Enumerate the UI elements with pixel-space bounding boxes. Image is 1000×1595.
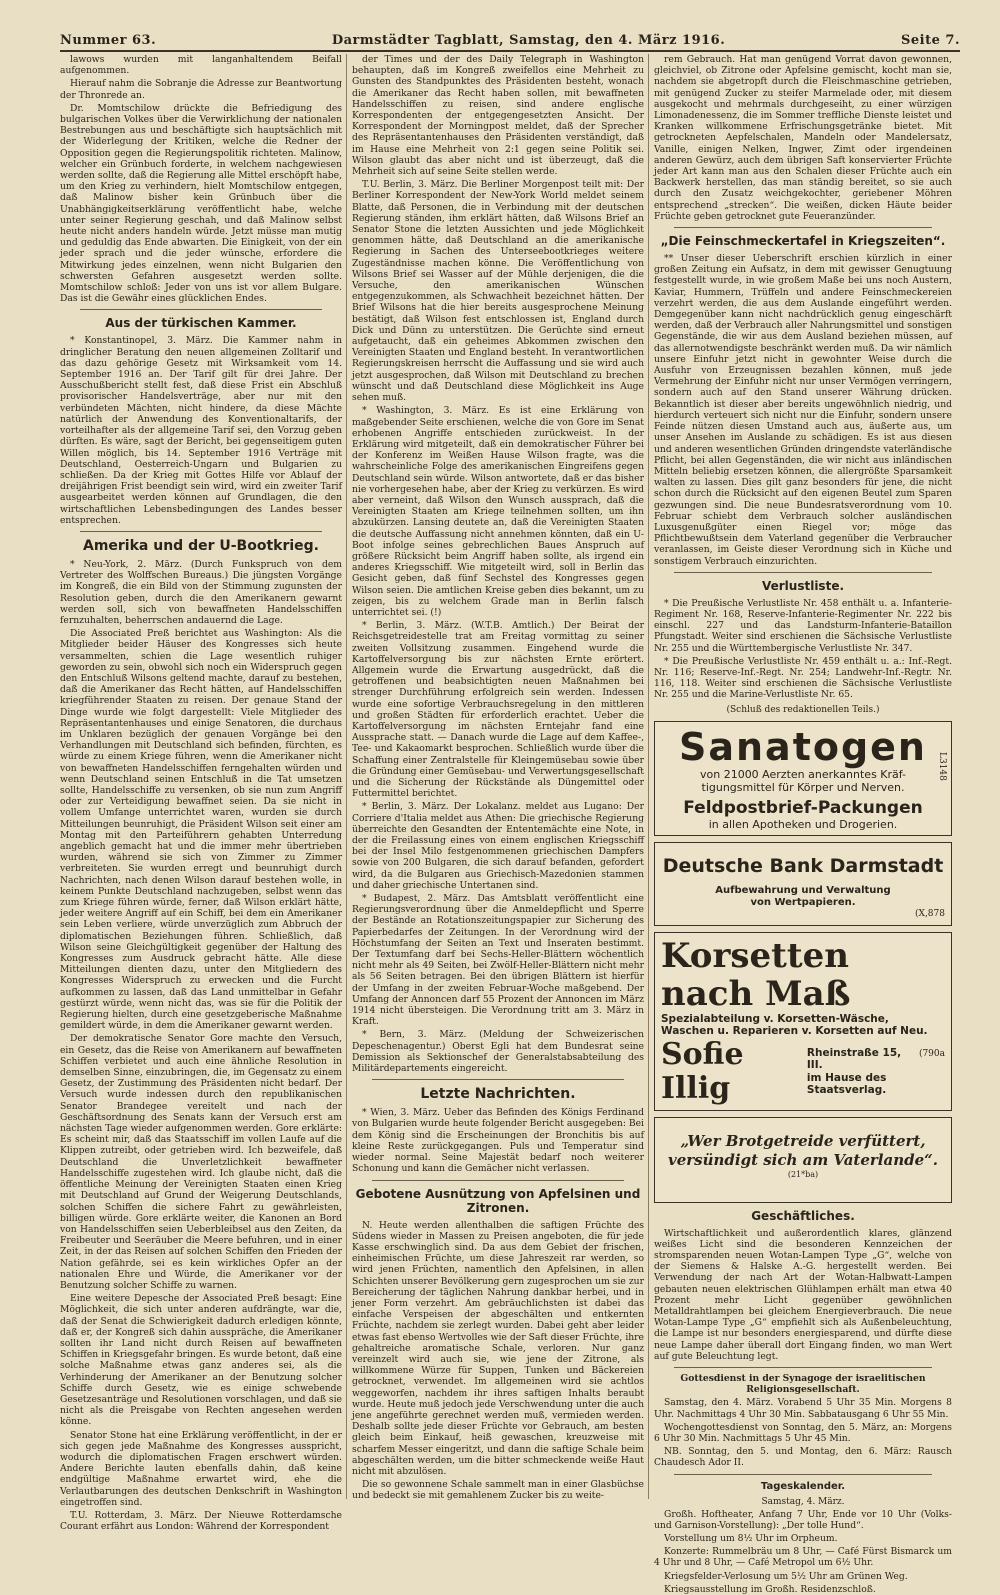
ad-text: Waschen u. Reparieren v. Korsetten auf Neu.	[661, 1025, 928, 1038]
schedule-text: Samstag, den 4. März. Vorabend 5 Uhr 35 Min. Morgens 8 Uhr. Nachmittags 4 Uhr 30 Min. Sabbatausgang 6 Uhr 55 Min.	[654, 1397, 952, 1420]
advertisement-korsett	[654, 932, 952, 1111]
article-heading: Aus der türkischen Kammer.	[105, 316, 297, 331]
column-divider	[648, 54, 649, 1499]
column-3	[654, 54, 952, 1595]
schedule-text: NB. Sonntag, den 5. und Montag, den 6. März: Rausch Chaudesch Ador II.	[654, 1446, 952, 1469]
article-paragraph: * Neu-York, 2. März. (Durch Funkspruch von dem Vertreter des Wolffschen Bureaus.) Die jüngsten Vorgänge im Kongreß, die ein Bild von der Stimmung zugunsten der Resolution geben, durch die den Amerikanern gewarnt werden soll, sich von bewaffneten Handelsschiffen fernzuhalten, beherrschen andauernd die Lage.	[60, 558, 342, 626]
ad-text: von Wertpapieren.	[750, 896, 856, 908]
korsett-title: Korsetten nach Maß	[661, 935, 851, 1014]
article-paragraph: rem Gebrauch. Hat man genügend Vorrat davon gewonnen, gleichviel, ob Zitrone oder Apfelsine gemischt, kocht man sie, nachdem sie abgetropft durch die Fleischmaschine getrieben, mit genügend Zucker zu steifer Marmelade oder, mit diesem ausgekocht und mehrmals durchgeseiht, zu einer würzigen Limonadenessenz, die im Sommer treffliche Dienste leistet und Kranken willkommene Erfrischungsgetränke bietet. Mit getrockneten Aepfelschalen, Mandeln oder Mandelersatz, Vanille, einigen Nelken, Ingwer, Zimt oder irgendeinen anderen Gewürz, auch dem übrigen Saft konservierter Früchte jeder Art kann man aus den Schalen dieser Früchte auch ein Backwerk herstellen, das man ständig bereitet, so sie auch durch den Zusatz weichgekochter, geriebener Möhren entsprechend „strecken“. Die weißen, dicken Häute beider Früchte geben getrocknet gute Feueranzünder.	[654, 54, 952, 222]
article-paragraph: * Die Preußische Verlustliste Nr. 458 enthält u. a. Infanterie-Regiment Nr. 168, Reserve-Infanterie-Regimenter Nr. 222 bis einschl. 227 und das Landsturm-Infanterie-Bataillon Pfungstadt. Weiter sind erschienen die Sächsische Verlustliste Nr. 255 und die Württembergische Verlustliste Nr. 347.	[654, 597, 952, 654]
article-heading: Verlustliste.	[761, 578, 845, 593]
calendar-date: Samstag, 4. März.	[761, 1496, 845, 1507]
divider	[372, 1079, 624, 1080]
ad-text: Rheinstraße 15, III.	[806, 1046, 902, 1072]
bank-name: Deutsche Bank Darmstadt	[662, 854, 944, 877]
calendar-entry: Kriegsausstellung im Großh. Residenzschloß.	[664, 1583, 876, 1595]
ad-code: (790a	[918, 1048, 945, 1059]
ad-text: Aufbewahrung und Verwaltung	[715, 884, 891, 896]
ad-code: L3148	[937, 751, 947, 781]
article-heading: Letzte Nachrichten.	[420, 1086, 576, 1103]
article-paragraph: Wirtschaftlichkeit und außerordentlich klares, glänzend weißes Licht sind die besonderen Kennzeichen der stromsparenden neuen Wotan-Lampen Type „G“, welche von der Siemens & Halske A.-G. hergestellt werden. Bei Verwendung der nach Art der Wotan-Halbwatt-Lampen gebauten neuen elektrischen Glühlampen erhält man etwa 40 Prozent mehr Licht gegenüber gewöhnlichen Metalldrahtlampen bei gleichem Energieverbrauch. Die neue Wotan-Lampe Type „G“ empfiehlt sich als Außenbeleuchtung, die Lampe ist nur besonders energiesparend, und dürfte diese neue Lampe daher überall dort Eingang finden, wo man Wert auf gute Beleuchtung legt.	[654, 1227, 952, 1362]
article-heading: Amerika und der U-Bootkrieg.	[82, 537, 319, 554]
schedule-text: Wochengottesdienst von Sonntag, den 5. März, an: Morgens 6 Uhr 30 Min. Nachmittags 5 Uhr 45 Min.	[654, 1421, 952, 1445]
newspaper-title: Darmstädter Tagblatt, Samstag, den 4. März 1916.	[331, 32, 726, 48]
article-paragraph: * Konstantinopel, 3. März. Die Kammer nahm in dringlicher Beratung den neuen allgemeinen Zolltarif und das dazu gehörige Gesetz mit Wirksamkeit vom 14. September 1916 an. Der Tarif gilt für drei Jahre. Der Ausschußbericht stellt fest, daß diese Frist ein Abschluß provisorischer Handelsverträge, aber nur mit den verbündeten Mächten, nicht hindere, da diese Mächte natürlich der Anwendung des Konventionaltarifs, der vorteilhafter als der allgemeine Tarif sei, den Vorzug geben dürften. Es wäre, sagt der Bericht, bei gegenseitigem guten Willen möglich, bis 14. September 1916 Verträge mit Deutschland, Oesterreich-Ungarn und Bulgarien zu schließen. Da der Krieg mit Gottes Hilfe vor Ablauf der dreijährigen Frist beendigt sein wird, wird ein zweiter Tarif ausgearbeitet werden können auf Grundlagen, die den wirtschaftlichen Lebensbedingungen des Landes besser entsprechen.	[60, 335, 342, 526]
divider	[80, 531, 322, 532]
article-paragraph: Dr. Momtschilow drückte die Befriedigung des bulgarischen Volkes über die Verwirklichung der nationalen Bestrebungen aus und beschäftigte sich hauptsächlich mit der Widerlegung der Kritiken, welche die Redner der Opposition gegen die Regierungspolitik richteten. Malinow, welcher ein Grünbuch forderte, in welchem nachgewiesen werden sollte, daß die Regierung alle Mittel erschöpft habe, um den Krieg zu verhindern, hielt Momtschilow entgegen, daß Malinow bisher kein Grünbuch über die Unabhängigkeitserklärung veröffentlicht habe, welche unter seiner Regierung geschah, und daß Malinow selbst heute nicht anders handeln würde. Jetzt müsse man mutig und geduldig das Ende abwarten. Die Einigkeit, von der ein jeder sprach und die jeder wünsche, erfordere die Mitwirkung jedes einzelnen, wenn nicht Bulgarien den schwersten Gefahren ausgesetzt werden sollte. Momtschilow schloß: Jeder von uns ist vor allem Bulgare. Das ist die Gewähr eines glücklichen Endes.	[60, 102, 342, 305]
ad-text: tigungsmittel für Körper und Nerven.	[701, 780, 905, 794]
ad-code: (X,878	[915, 908, 945, 919]
calendar-entry: Kriegsfelder-Verlosung um 5½ Uhr am Grünen Weg.	[664, 1570, 908, 1582]
article-paragraph: * Budapest, 2. März. Das Amtsblatt veröffentlicht eine Regierungsverordnung über die Anmeldepflicht und Sperre der Bestände an Rotationszeitungspapier zur Sicherung des Papierbedarfes der Zeitungen. In der Verordnung wird der Höchstumfang der Seiten an Text und Inseraten bestimmt. Der Textumfang darf bei Sechs-Heller-Blättern wöchentlich nicht mehr als 49 Seiten, bei Zwölf-Heller-Blättern nicht mehr als 56 Seiten betragen. Bei den übrigen Blättern ist hierfür der Umfang in der zweiten Februar-Woche maßgebend. Der Umfang der Annoncen darf 55 Prozent der Annoncen im März 1914 nicht übersteigen. Die Verordnung tritt am 3. März in Kraft.	[352, 893, 644, 1028]
divider	[80, 309, 322, 310]
calendar-entry: Großh. Hoftheater, Anfang 7 Uhr, Ende vor 10 Uhr (Volks- und Garnison-Vorstellung): „Der tolle Hund“.	[654, 1508, 952, 1531]
ad-text: Feldpostbrief-Packungen	[683, 797, 923, 818]
article-heading: Geschäftliches.	[751, 1208, 855, 1223]
article-heading: „Die Feinschmeckertafel in Kriegszeiten“.	[660, 234, 946, 249]
article-paragraph: * Berlin, 3. März. (W.T.B. Amtlich.) Der Beirat der Reichsgetreidestelle trat am Freitag vormittag zu seiner zweiten Vollsitzung zusammen. Eingehend wurde die Kartoffelversorgung bis zur nächsten Ernte erörtert. Allgemein wurde die Erwartung ausgedrückt, daß die getroffenen und beabsichtigten neuen Maßnahmen bei strenger Durchführung erfolgreich sein werden. Indessen wurde eine sofortige Verbrauchsregelung in den mittleren und großen Städten für erforderlich erachtet. Ueber die Kartoffelversorgung im nächsten Erntejahr fand eine Aussprache statt. — Danach wurde die Lage auf dem Kaffee-, Tee- und Kakaomarkt besprochen. Schließlich wurde über die Schaffung einer Zentralstelle für Kleingemüsebau sowie über die Gründung einer Gemüsebau- und Verwertungsgesellschaft und die Sicherung der Rückstände als Düngemittel oder Futtermittel berichtet.	[352, 620, 644, 800]
article-paragraph: Hierauf nahm die Sobranje die Adresse zur Beantwortung der Thronrede an.	[60, 78, 342, 101]
shop-owner-name: Sofie Illig	[661, 1036, 744, 1106]
advertisement-brot	[654, 1117, 952, 1203]
article-paragraph: Eine weitere Depesche der Associated Preß besagt: Eine Möglichkeit, die sich unter anderen aufdrängte, war die, daß der Senat die Schwierigkeit dadurch erledigen könnte, daß er, der Kongreß sich dahin ausspräche, die Amerikaner sollten ihr Land nicht durch Reisen auf bewaffneten Schiffen in Kriegsgefahr bringen. Es wurde betont, daß eine solche Maßnahme etwas ganz anderes sei, als die Verhinderung der Amerikaner an der Benutzung solcher Schiffe durch Gesetz, wie es einige schwebende Gesetzesanträge und Resolutionen vorschlagen, und daß sie nicht als die Preisgabe von Rechten angesehen werden könne.	[60, 1293, 342, 1428]
article-paragraph: T.U. Berlin, 3. März. Die Berliner Morgenpost teilt mit: Der Berliner Korrespondent der New-York World meldet seinem Blatte, daß Personen, die in Verbindung mit der deutschen Regierung ständen, ihm erklärt hätten, daß Wilsons Brief an Senator Stone die letzten Aussichten und jede Möglichkeit genommen hätte, daß Deutschland an die amerikanische Regierung in Sachen des Unterseebootkrieges weitere Zugeständnisse machen könne. Die Veröffentlichung von Wilsons Brief sei Wasser auf der Mühle derjenigen, die die Versuche, den amerikanischen Wünschen entgegenzukommen, als Schwachheit bezeichnet hätten. Der Brief Wilsons hat die hier bereits ausgesprochene Meinung bestätigt, daß Wilson fest entschlossen ist, England durch Dick und Dünn zu unterstützen. Die Gerüchte sind erneut aufgetaucht, daß ein geheimes Abkommen zwischen den Vereinigten Staaten und England besteht. In verantwortlichen Regierungskreisen herrscht die Auffassung und sie wird auch jetzt ausgesprochen, daß Wilson mit Deutschland zu brechen wünscht und daß Deutschland diese Möglichkeit ins Auge sehen muß.	[352, 179, 644, 404]
slogan-line: versündigt sich am Vaterlande“.	[667, 1150, 939, 1169]
article-paragraph: ** Unser dieser Ueberschrift erschien kürzlich in einer großen Zeitung ein Aufsatz, in dem mit gewisser Genugtuung festgestellt wurde, in wie großem Maße bei uns noch Austern, Kaviar, Hummern, Trüffeln und andere Feinschmeckereien verzehrt werden, die aus dem Auslande eingeführt werden. Demgegenüber kann nicht nachdrücklich genug eingeschärft werden, daß der Verbrauch aller Nahrungsmittel und sonstigen Gegenstände, die wir aus dem Ausland beziehen müssen, auf das allernotwendigste beschränkt werden muß. Da wir nämlich unsere Einfuhr jetzt nicht in gewohnter Weise durch die Ausfuhr von Erzeugnissen bezahlen können, muß jede Vermehrung der Einfuhr nicht nur unser Vermögen verringern, sondern auch auf den Stand unserer Währung drücken. Bekanntlich ist dieser aber bereits ungewöhnlich niedrig, und hierdurch verteuert sich nicht nur die Einfuhr, sondern unsere Feinde nützen diesen Umstand auch aus, äußerte aus, um unser Ansehen im Auslande zu schädigen. Es ist aus diesen und anderen wesentlichen Gründen dringendste vaterländische Pflicht, bei allen Gegenständen, die wir nicht aus inländischen Mitteln beliebig ersetzen können, die allergrößte Sparsamkeit walten zu lassen. Dies gilt ganz besonders für jene, die nicht schon durch die Rücksicht auf den eigenen Beutel zum Sparen gezwungen sind. Die neue Bundesratsverordnung vom 10. Februar schiebt dem Verbrauch solcher ausländischen Luxusgenußgüter einen Riegel vor; möge das Pflichtbewußtsein dem Vaterland gegenüber die Verbraucher veranlassen, im Geiste dieser Verordnung sich in Küche und sonstigem Verbrauch einzurichten.	[654, 253, 952, 567]
ad-text: im Hause des Staatsverlag.	[806, 1071, 887, 1097]
article-paragraph: Senator Stone hat eine Erklärung veröffentlicht, in der er sich gegen jede Maßnahme des Kongresses ausspricht, wodurch die diplomatischen Fragen erschwert würden. Andere Berichte lauten ebenfalls dahin, daß keine endgültige Maßnahme erwartet wird, ehe die Verlautbarungen des deutschen Denkschrift in Washington eingetroffen sind.	[60, 1429, 342, 1508]
divider	[674, 1367, 932, 1368]
issue-number: Nummer 63.	[60, 32, 157, 48]
article-heading: Gebotene Ausnützung von Apfelsinen und Zitronen.	[355, 1186, 641, 1215]
divider	[674, 572, 932, 573]
synagogue-heading: Gottesdienst in der Synagoge der israelitischen Religionsgesellschaft.	[680, 1373, 926, 1396]
article-paragraph: der Times und der des Daily Telegraph in Washington behaupten, daß im Kongreß zweifellos eine Mehrheit zu Gunsten des Standpunktes des Präsidenten besteht, wonach die Amerikaner das Recht haben sollen, mit bewaffneten Handelsschiffen zu reisen, sind andere englische Korrespondenten der entgegengesetzten Ansicht. Der Korrespondent der Morningpost meldet, daß der Sprecher des Repräsentantenhauses den Präsidenten verständigt, daß im Hause eine Mehrheit von 2:1 gegen seine Politik sei. Wilson glaubt das aber nicht und ist überzeugt, daß die Mehrheit sich auf seine Seite stellen werde.	[352, 54, 644, 178]
ad-code: (21*ba)	[787, 1169, 819, 1179]
article-paragraph: N. Heute werden allenthalben die saftigen Früchte des Südens wieder in Massen zu Preisen angeboten, die für jede Kasse erschwinglich sind. Da aus dem Gebiet der frischen, einheimischen Früchte, um diese Jahreszeit rar werden, so wird jenen Früchten, namentlich den Apfelsinen, in allen Schichten unserer Bevölkerung gern zugesprochen um sie zur Bereicherung der täglichen Nahrung dankbar herbei, und in jener Form verzehrt. Am gebräuchlichsten ist dabei das einfache Verspeisen der abgeschälten und entkernten Früchte, nachdem sie zerlegt wurden. Dabei geht aber leider etwas fast ebenso Wertvolles wie der Saft dieser Früchte, ihre gehaltreiche aromatische Schale, verloren. Nur ganz vereinzelt wird auch sie, wie jene der Zitrone, als willkommene Würze für Suppen, Tunken und Bäckereien getrocknet, verwendet. Im allgemeinen wird sie achtlos weggeworfen, nachdem ihr ihres saftigen Inhalts beraubt wurde. Heute muß jedoch jede Verschwendung unter die auch jene angeführte gerechnet werden muß, vermieden werden. Deshalb sollte jede dieser Früchte vor Gebrauch, am besten gleich beim Einkauf, heiß gewaschen, kreuzweise mit scharfem Messer eingeritzt, und dann die saftige Schale beim abgeschälten werden, um die bitter schmeckende weiße Haut nicht mit abzulösen.	[352, 1219, 644, 1477]
article-paragraph: * Washington, 3. März. Es ist eine Erklärung von maßgebender Seite erschienen, welche die von Gore im Senat erhobenen Angriffe entschieden zurückweist. In der Erklärung wird mitgeteilt, daß ein demokratischer Führer bei der Konferenz im Weißen Hause Wilson fragte, was die wahrscheinliche Folge des amerikanischen Eingreifens gegen Deutschland sein würde. Wilson antwortete, daß er das bisher nie vorhergesehen habe, aber der Krieg zu verkürzen. Es wird aber verneint, daß Wilson den Wunsch aussprach, daß die Vereinigten Staaten am Kriege teilnehmen sollten, um ihn abzukürzen. Lansing deutete an, daß die Vereinigten Staaten die deutsche Auffassung nicht annehmen könnten, daß ein U-Boot infolge seines gebrechlichen Baues Anspruch auf größere Rücksicht beim Angriff haben sollte, als irgend ein anderes Kriegsschiff. Wie mitgeteilt wird, soll in Berlin das Gesicht geben, daß fünf Sechstel des Kongresses gegen Wilson seien. Die amtlichen Kreise geben dies bekannt, um zu zeigen, bis zu welchem Grade man in Berlin falsch unterrichtet sei. (!)	[352, 405, 644, 618]
article-paragraph: * Die Preußische Verlustliste Nr. 459 enthält u. a.: Inf.-Regt. Nr. 116; Reserve-Inf.-Regt. Nr. 254; Landwehr-Inf.-Regtr. Nr. 116, 118. Weiter sind erschienen die Sächsische Verlustliste Nr. 255 und die Marine-Verlustliste Nr. 65.	[654, 655, 952, 701]
article-paragraph: Der demokratische Senator Gore machte den Versuch, ein Gesetz, das die Reise von Amerikanern auf bewaffneten Schiffen verbietet und auch eine ähnliche Resolution in demselben Sinne, einzubringen, die, im Gegensatz zu einem Gesetz, der Zustimmung des Präsidenten nicht bedarf. Der Versuch wurde indessen durch den republikanischen Senator Brandegee vereitelt und nach der Geschäftsordnung des Senats kann der Versuch erst am nächsten Tage wieder aufgenommen werden. Gore erklärte: Es scheint mir, daß das Staatsschiff im vollen Laufe auf die Klippen zutreibt, oder getrieben wird. Ich bezweifele, daß Deutschland die Unverletzlichkeit bewaffneter Handelsschiffe zugestehen wird. Ich glaube nicht, daß die öffentliche Meinung der Vereinigten Staaten einen Krieg mit Deutschland auf Grund der Weigerung Deutschlands, solchen Schiffen die sichere Fahrt zu gewährleisten, billigen würde. Gore erklärte weiter, die Kanonen an Bord von Handelsschiffen seien Ueberbleibsel aus den Zeiten, da Freibeuter und Seeräuber die Meere befuhren, und in einer Zeit, in der das Reisen auf solchen Schiffen den Frieden der Nation gefährde, sei es kein wirkliches Opfer an der nationalen Ehre und Würde, die Amerikaner vor der Benutzung solcher Schiffe zu warnen.	[60, 1033, 342, 1291]
divider	[674, 227, 932, 228]
page-number: Seite 7.	[901, 32, 960, 48]
advertisement-bank	[654, 842, 952, 926]
article-paragraph: * Berlin, 3. März. Der Lokalanz. meldet aus Lugano: Der Corriere d'Italia meldet aus Athen: Die griechische Regierung überreichte den Gesandten der Ententemächte eine Note, in der die Freilassung eines von einem englischen Kriegsschiff bei der Insel Milo festgenommenen griechischen Dampfers sowie von 200 Bulgaren, die sich darauf befanden, gefordert wird, da die Bulgaren aus Griechisch-Mazedonien stammen und daher griechische Untertanen sind.	[352, 801, 644, 891]
article-paragraph: * Bern, 3. März. (Meldung der Schweizerischen Depeschenagentur.) Oberst Egli hat dem Bundesrat seine Demission als Sektionschef der Generalstabsabteilung des Militärdepartements eingereicht.	[352, 1029, 644, 1075]
slogan-line: „Wer Brotgetreide verfüttert,	[680, 1131, 926, 1150]
divider	[372, 1180, 624, 1181]
column-1	[60, 54, 342, 1533]
advertisement-sanatogen	[654, 721, 952, 836]
column-divider	[346, 54, 347, 1499]
article-paragraph: Die so gewonnene Schale sammelt man in einer Glasbüchse und bedeckt sie mit gemahlenem Zucker bis zu weite-	[352, 1479, 644, 1502]
article-paragraph: Die Associated Preß berichtet aus Washington: Als die Mitglieder beider Häuser des Kongresses sich heute versammelten, schien die Lage wesentlich ruhiger geworden zu sein, obwohl sich noch ein Widerspruch gegen den Entschluß Wilsons geltend machte, darauf zu bestehen, daß die Amerikaner das Recht hätten, auf Handelsschiffen kriegführender Staaten zu reisen. Der genaue Stand der Dinge wurde wie folgt dargestellt: Viele Mitglieder des Repräsentantenhauses und einige Senatoren, die durchaus im Unklaren bezüglich der genauen Vorgänge bei den Verhandlungen mit Deutschland sich befinden, fürchten, es würde zu einem Kriege führen, wenn die Amerikaner nicht von bewaffneten Handelsschiffen ferngehalten würden und wenn Deutschland seinen Entschluß in die Tat umsetzen sollte, Handelsschiffe zu versenken, ob sie nun zum Angriff oder zur Verteidigung bewaffnet seien. Da sie nicht in vollem Umfange unterrichtet waren, wurden sie durch Mitteilungen beunruhigt, die Präsident Wilson seit einer am Montag mit den Parteiführern gehabten Unterredung angeblich gemacht hat und die immer mehr übertrieben wurden, während sie sich von Zimmer zu Zimmer verbreiteten. Sie wurden erregt und beunruhigt durch Nachrichten, nach denen Wilson darauf bestehen wolle, in keinem Punkte Deutschland nachzugeben, selbst wenn das zum Kriege führen würde, ferner, daß Wilson erklärt hätte, jeder weitere Angriff auf ein Schiff, bei dem ein Amerikaner sein Leben verliere, würde unverzüglich zum Abbruch der diplomatischen Beziehungen führen. Schließlich, daß Wilson seine Gleichgültigkeit gegenüber der Haltung des Kongresses zum Ausdruck gebracht hätte. Alle diese Mitteilungen dienten dazu, unter den Mitgliedern des Kongresses Widerspruch zu erwecken und die Furcht aufkommen zu lassen, daß das Land unmittelbar in Gefahr gestürzt würde, wenn nicht das, was sie für die Politik der Regierung hielten, durch eine gesetzgeberische Maßnahme gemildert würde, in dem die Amerikaner gewarnt werden.	[60, 628, 342, 1032]
editorial-end-note: (Schluß des redaktionellen Teils.)	[726, 704, 880, 715]
article-paragraph: lawows wurden mit langanhaltendem Beifall aufgenommen.	[60, 54, 342, 77]
sanatogen-brand: Sanatogen	[678, 724, 927, 769]
ad-text: von 21000 Aerzten anerkanntes Kräf-	[699, 767, 907, 781]
masthead	[60, 30, 960, 50]
article-paragraph: * Wien, 3. März. Ueber das Befinden des Königs Ferdinand von Bulgarien wurde heute folgender Bericht ausgegeben: Bei dem König sind die Erscheinungen der Bronchitis bis auf kleine Reste zurückgegangen. Puls und Temperatur sind wieder normal. Seine Majestät bedarf noch weiterer Schonung und kann die Gemächer nicht verlassen.	[352, 1107, 644, 1175]
article-paragraph: T.U. Rotterdam, 3. März. Der Nieuwe Rotterdamsche Courant erfährt aus London: Während der Korrespondent	[60, 1509, 342, 1533]
column-2	[352, 54, 644, 1502]
ad-text: Spezialabteilung v. Korsetten-Wäsche,	[661, 1012, 889, 1025]
calendar-entry: Konzerte: Rummelbräu um 8 Uhr, — Café Fürst Bismarck um 4 Uhr und 8 Uhr, — Café Metropol um 6½ Uhr.	[654, 1546, 952, 1569]
korsett-footer	[661, 1038, 945, 1106]
article-heading: Tageskalender.	[760, 1480, 846, 1492]
divider	[674, 1474, 932, 1475]
shop-address	[807, 1047, 945, 1097]
address-line	[807, 1047, 945, 1072]
ad-text: in allen Apotheken und Drogerien.	[708, 817, 898, 831]
masthead-rule	[60, 50, 960, 52]
calendar-entry: Vorstellung um 8½ Uhr im Orpheum.	[664, 1533, 838, 1545]
